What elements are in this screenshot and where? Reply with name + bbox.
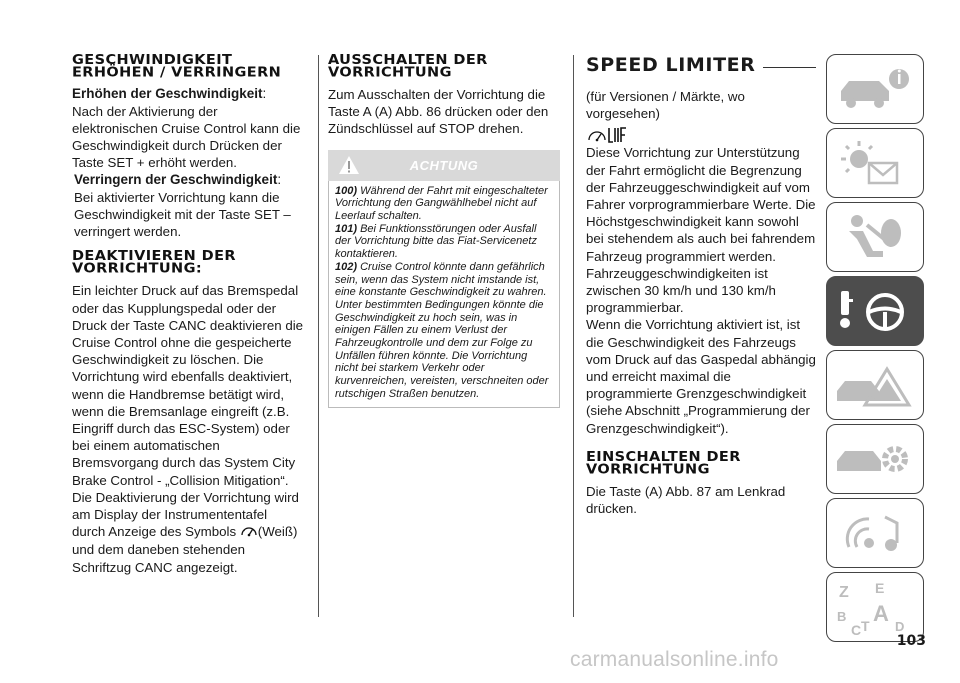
chapter-tab-warning-lights[interactable] — [826, 128, 924, 198]
paragraph-deactivate: Ein leichter Druck auf das Bremspedal oder das Kupplungspedal oder der Druck der Taste CANC deaktivieren die Cruise Control ohne die gespeicherte Geschwindigkeit zu löschen. Die Vorrichtung wird ebenfalls deaktiviert, wenn die Handbremse betätigt wird, wenn die Bremsanlage eingreift (z.B. Eingriff durch das ESC-System) oder bei einem automatischen Bremsvorgang durch das System City Brake Control - „Collision Mitigation“. Die Deaktivierung der Vorrichtung wird am Display der Instrumententafel durch Anzeige des Symbols (Weiß) und dem daneben stehenden Schriftzug CANC angezeigt. — [72, 283, 304, 575]
column-2 — [328, 54, 560, 408]
index-letter: E — [875, 580, 885, 596]
section-heading-switch-off: AUSSCHALTEN DER VORRICHTUNG — [328, 53, 488, 81]
warning-box — [328, 181, 560, 408]
watermark: carmanualsonline.info — [570, 648, 779, 671]
warning-triangle-icon — [338, 155, 360, 180]
paragraph-switch-on: Die Taste (A) Abb. 87 am Lenkrad drücken. — [586, 483, 786, 517]
paragraph-decrease: Bei aktivierter Vorrichtung kann die Geschwindigkeit mit der Taste SET – verringert werden. — [74, 189, 291, 240]
paragraph-switch-off: Zum Ausschalten der Vorrichtung die Taste A (A) Abb. 86 drücken oder den Zündschlüssel auf STOP drehen. — [328, 87, 549, 137]
title-rule — [763, 67, 816, 68]
column-3 — [586, 54, 816, 517]
warning-box-header — [328, 150, 560, 181]
column-divider — [573, 55, 574, 617]
paragraph-increase: Nach der Aktivierung der elektronischen Cruise Control kann die Geschwindigkeit durch Drücken der Taste SET + erhöht werden. — [72, 103, 301, 171]
chapter-tab-index[interactable] — [826, 572, 924, 642]
section-heading-deactivate: DEAKTIVIEREN DER VORRICHTUNG: — [72, 249, 236, 277]
chapter-tab-emergency[interactable] — [826, 350, 924, 420]
chapter-tab-starting-driving[interactable] — [826, 276, 924, 346]
warning-item: 101) Bei Funktionsstörungen oder Ausfall der Vorrichtung bitte das Fiat-Servicenetz kontaktieren. — [335, 222, 537, 261]
index-letter: D — [895, 619, 905, 634]
paragraph-description: Diese Vorrichtung zur Unterstützung der Fahrt ermöglicht die Begrenzung der Fahrzeuggeschwindigkeit auf vom Fahrer vorprogrammierbare Werte. Die Höchstgeschwindigkeit kann sowohl bei stehendem als auch bei fahrendem Fahrzeug programmiert werden. Fahrzeuggeschwindigkeiten ist zwischen 30 km/h und 130 km/h programmierbar. — [586, 145, 816, 316]
column-1 — [72, 54, 304, 576]
warning-item: 100) Während der Fahrt mit eingeschalteter Vorrichtung den Gangwählhebel nicht auf Leerlauf schalten. — [335, 184, 548, 223]
chapter-tab-safety[interactable] — [826, 202, 924, 272]
section-heading-speed-adjust: GESCHWINDIGKEIT ERHÖHEN / VERRINGERN — [72, 53, 282, 81]
speed-limiter-symbol-icon — [586, 124, 816, 144]
index-letter: Z — [839, 584, 849, 601]
car-info-icon — [827, 55, 925, 125]
column-divider — [318, 55, 319, 617]
warning-item: 102) Cruise Control könnte dann gefährlich sein, wenn das System nicht imstande ist, eine konstante Geschwindigkeit zu wahren. Unter bestimmten Bedingungen könnte die Geschwindigkeit zu hoch sein, was in einigen Fällen zu einem Verlust der Fahrzeugkontrolle und dem zur Folge zu Unfällen führen könnte. Die Vorrichtung nicht bei starkem Verkehr oder kurvenreichen, vereisten, verschneiten oder rutschigen Straßen benutzen. — [335, 260, 549, 400]
warning-title: ACHTUNG — [409, 157, 479, 173]
page-number: 103 — [896, 633, 926, 649]
section-heading-switch-on: EINSCHALTEN DER VORRICHTUNG — [586, 449, 741, 477]
index-letter: A — [873, 601, 889, 626]
chapter-tab-multimedia[interactable] — [826, 498, 924, 568]
index-letter: C — [851, 622, 862, 638]
subheading-increase: Erhöhen der Geschwindigkeit: — [72, 86, 267, 101]
cruise-control-speedometer-icon — [240, 524, 258, 541]
chapter-tabs — [826, 54, 926, 646]
paragraph-activated: Wenn die Vorrichtung aktiviert ist, ist die Geschwindigkeit des Fahrzeugs vom Druck auf das Gaspedal abhängig und erreicht maximal die programmierte Grenzgeschwindigkeit (siehe Abschnitt „Programmierung der Grenzgeschwindigkeit“). — [586, 317, 816, 436]
car-maintenance-icon — [827, 425, 925, 495]
page-title: SPEED LIMITER — [586, 54, 816, 76]
index-letter: T — [861, 618, 870, 634]
paragraph-versions: (für Versionen / Märkte, wo vorgesehen) — [586, 89, 745, 122]
emergency-triangle-icon — [827, 351, 925, 421]
key-steering-wheel-icon — [827, 277, 925, 347]
chapter-tab-vehicle[interactable] — [826, 54, 924, 124]
subheading-decrease: Verringern der Geschwindigkeit: — [74, 172, 282, 188]
index-letter: B — [837, 609, 847, 624]
multimedia-icon — [827, 499, 925, 569]
airbag-seat-icon — [827, 203, 925, 273]
warning-lights-icon — [827, 129, 925, 199]
chapter-tab-maintenance[interactable] — [826, 424, 924, 494]
